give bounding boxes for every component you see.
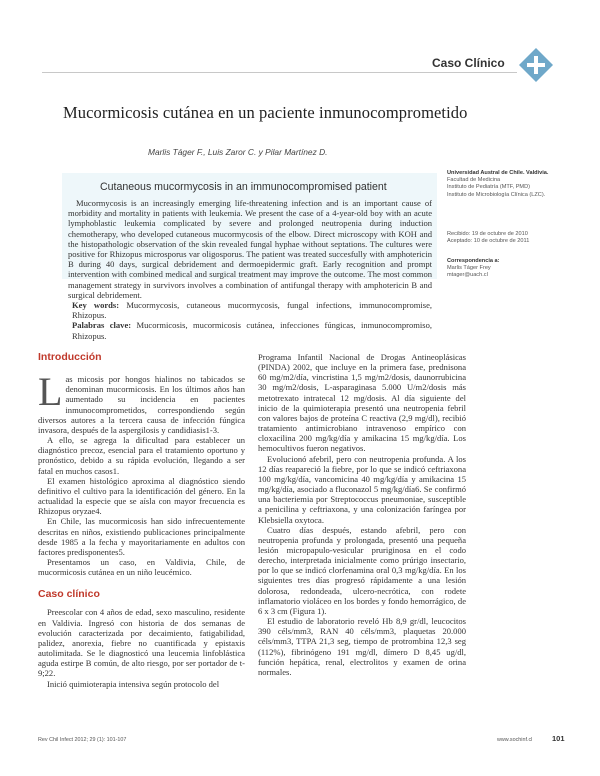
affiliation-block bbox=[447, 170, 567, 199]
citation: Rev Chil Infect 2012; 29 (1): 101-107 bbox=[38, 737, 127, 743]
author-list: Marlis Táger F., Luis Zaror C. y Pilar Martínez D. bbox=[148, 147, 328, 157]
right-paragraph-4: El estudio de laboratorio reveló Hb 8,9 gr/dl, leucocitos 390 céls/mm3, RAN 40 céls/mm3, plaquetas 20.000 céls/mm3, TTPA 21,3 seg, tiempo de protrombina 12,3 seg (112%), fibrinógeno 191 mg/dl, dímero D 8,45 ug/dl, función hepática, renal, electrolitos y examen de orina normales. bbox=[258, 616, 466, 677]
right-paragraph-2: Evolucionó afebril, pero con neutropenia profunda. A los 12 días reapareció la fiebre, por lo que se indicó ceftriaxona 100 mg/kg/día, vancomicina 40 mg/kg/día y amikacina 15 mg/kg/día, asociado a fluconazol 5 mg/kg/día6. Se confirmó una bacteriemia por Streptococcus pneumoniae, susceptible a penicilina y ceftriaxona, y una colonización faríngea por Klebsiella oxytoca. bbox=[258, 453, 466, 525]
correspondence-block bbox=[447, 258, 567, 280]
page-number: 101 bbox=[552, 734, 565, 743]
case-paragraph-2: Inició quimioterapia intensiva según protocolo del bbox=[47, 678, 220, 689]
intro-paragraph-1 bbox=[38, 369, 245, 435]
right-paragraph-1: Programa Infantil Nacional de Drogas Antineoplásicas (PINDA) 2002, que incluye en la primera fase, prednisona 60 mg/m2/día, vincristina 1,5 mg/m2/dosis, daunorrubicina 30 mg/m2/dosis, L-asparaginasa 5.000 U/m2/dosis más metotrexato intratecal 12 mg/dosis. Al día siguiente del inicio de la quimioterapia presentó una neutropenia febril con valores bajos de proteína C reactiva (2,9 mg/dl), recibió tratamiento antimicrobiano intravenoso empírico con cloxacilina 200 mg/kg/día y amikacina 15 mg/kg/día. Los hemocultivos fueron negativos. bbox=[258, 352, 466, 454]
case-heading: Caso clínico bbox=[38, 588, 100, 601]
intro-paragraph-1-text: as micosis por hongos hialinos no tabicados se denominan mucormicosis. En los últimos años han aumentado su incidencia en pacientes inmunocomprometidos, correspondiendo según diversos autores a la tercera causa de infección fúngica invasora, después de la aspergilosis y candidiasis1-3. bbox=[38, 374, 245, 435]
palabras-line bbox=[68, 320, 432, 340]
abstract-title: Cutaneous mucormycosis in an immunocompromised patient bbox=[100, 181, 387, 193]
correspondence-email[interactable]: mtager@uach.cl bbox=[447, 272, 488, 279]
drop-cap: L bbox=[38, 369, 63, 415]
intro-paragraph-4: En Chile, las mucormicosis han sido infrecuentemente descritas en niños, existiendo publicaciones principalmente desde 1985 a la fecha y mayoritariamente en adultos con factores predisponentes5. bbox=[38, 516, 245, 557]
university-name: Universidad Austral de Chile. Valdivia. bbox=[447, 170, 549, 176]
correspondence-name: Marlis Táger Frey bbox=[447, 265, 491, 272]
institute-pediatrics: Instituto de Pediatría (MTF, PMD) bbox=[447, 184, 530, 191]
abstract-paragraph: Mucormycosis is an increasingly emerging life-threatening infection and is an important cause of morbidity and mortality in patients with leukemia. We present the case of a 4-year-old boy with an acute lymphoblastic leukemia complicated by severe and prolonged neutropenia during induction chemotherapy, who developed cutaneous mucormycosis of the elbow. Direct microscopy with KOH and the histopathologic observation of the skin revealed fungal hyphae without septations. The cultures were positive for Rhizopus microsporus var oligosporus. The patient was treated succesfully with amphotericin B during 40 days, surgical debridement and dermoepidermic graft. Early recognition and prompt intervention with combined medical and surgical treatment may improve the outcome. The most common management strategy in survivors involves a combination of antifungal therapy with amphotericin B and surgical debridement. bbox=[68, 198, 432, 300]
keywords-label: Key words: bbox=[72, 300, 120, 311]
abstract-body bbox=[68, 198, 432, 341]
article-title: Mucormicosis cutánea en un paciente inmunocomprometido bbox=[63, 103, 468, 122]
correspondence-label: Correspondencia a: bbox=[447, 258, 500, 264]
right-column bbox=[258, 352, 466, 677]
website-link[interactable]: www.sochinf.cl bbox=[497, 737, 533, 743]
intro-paragraph-5: Presentamos un caso, en Valdivia, Chile, de mucormicosis cutánea en un niño leucémico. bbox=[38, 556, 245, 578]
intro-paragraph-2: A ello, se agrega la dificultad para establecer un diagnóstico precoz, esencial para el tratamiento oportuno y pronóstico, debido a su rápida evolución, llegando a ser fatal en muchos casos1. bbox=[38, 435, 245, 476]
intro-heading: Introducción bbox=[38, 351, 102, 363]
keywords-line bbox=[68, 300, 432, 320]
case-paragraph-1: Preescolar con 4 años de edad, sexo masculino, residente en Valdivia. Ingresó con historia de dos semanas de evolución caracterizada por decaimiento, fatigabilidad, palidez, anorexia, fiebre no cuantificada y epistaxis autolimitada. Se le diagnosticó una leucemia linfoblástica aguda estirpe B común, de alto riesgo, por ser portador de t-9;22. bbox=[38, 607, 245, 679]
accepted-date: Aceptado: 10 de octubre de 2011 bbox=[447, 238, 530, 245]
palabras-label: Palabras clave: bbox=[72, 320, 132, 331]
keywords: Mucormycosis, cutaneous mucormycosis, fungal infections, immunocompromise, Rhizopus. bbox=[72, 300, 432, 321]
journal-logo-icon bbox=[517, 46, 555, 84]
right-paragraph-3: Cuatro días después, estando afebril, pero con neutropenia profunda y prolongada, presentó una pequeña lesión micropapulo-vesicular pruriginosa en el codo derecho, interpretada inicialmente como prúrigo insectario, por lo que se indicó clorfenamina oral 0,3 mg/kg/día. En los siguientes tres días progresó rápidamente a una lesión dolorosa, redondeada, ulcero-necrótica, con rodete inflamatorio violáceo en los bordes y fondo hemorrágico, de 6 x 3 cm (Figura 1). bbox=[258, 524, 466, 616]
left-column bbox=[38, 352, 245, 689]
received-date: Recibido: 19 de octubre de 2010 bbox=[447, 231, 528, 237]
palabras-clave: Mucormicosis, mucormicosis cutánea, infecciones fúngicas, inmunocompromiso, Rhizopus. bbox=[72, 320, 432, 341]
header-rule bbox=[42, 72, 517, 73]
faculty: Facultad de Medicina bbox=[447, 177, 501, 184]
dates-block bbox=[447, 231, 567, 245]
institute-microbiology: Instituto de Microbiología Clínica (LZC). bbox=[447, 191, 546, 198]
intro-paragraph-3: El examen histológico aproxima al diagnóstico siendo definitivo el cultivo para la identificación del género. En la actualidad la especie que se aísla con mayor frecuencia es Rhizopus oryzae4. bbox=[38, 475, 245, 517]
section-label: Caso Clínico bbox=[432, 56, 505, 70]
